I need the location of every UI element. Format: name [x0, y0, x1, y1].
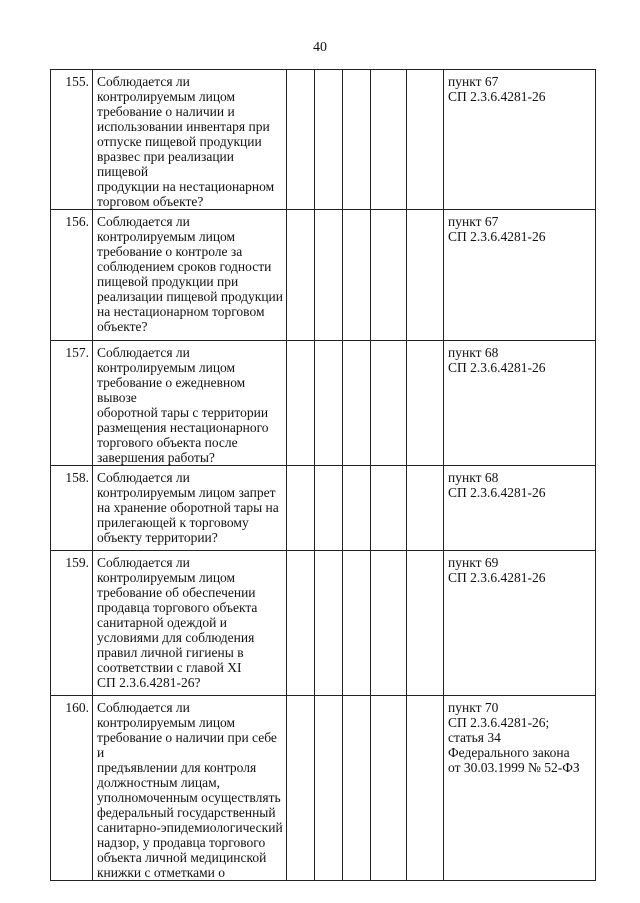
table-row [51, 551, 596, 696]
legal-basis-text: пункт 70 СП 2.3.6.4281-26; статья 34 Федерального закона от 30.03.1999 № 52-ФЗ [444, 696, 596, 881]
row-number: 158. [51, 466, 93, 551]
question-text: Соблюдается ли контролируемым лицом запрет на хранение оборотной тары на прилегающей к торговому объекту территории? [93, 466, 287, 551]
answer-cell-no [315, 70, 343, 210]
question-text: Соблюдается ли контролируемым лицом требование о наличии при себе и предъявлении для контроля должностным лицам, уполномоченным осуществлять федеральный государственный санитарно-эпидемиологический надзор, у продавца торгового объекта личной медицинской книжки с отметками о [93, 696, 287, 881]
reserved-cell [407, 466, 444, 551]
answer-cell-no [315, 466, 343, 551]
page-number: 40 [313, 40, 327, 55]
answer-cell-no [315, 341, 343, 466]
table-row [51, 696, 596, 881]
reserved-cell [371, 210, 407, 341]
reserved-cell [371, 341, 407, 466]
answer-cell-yes [287, 210, 315, 341]
answer-cell-yes [287, 341, 315, 466]
row-number: 156. [51, 210, 93, 341]
row-number: 157. [51, 341, 93, 466]
answer-cell-yes [287, 466, 315, 551]
table-row [51, 70, 596, 210]
question-text: Соблюдается ли контролируемым лицом требование о контроле за соблюдением сроков годности пищевой продукции при реализации пищевой продукции на нестационарном торговом объекте? [93, 210, 287, 341]
reserved-cell [407, 341, 444, 466]
answer-cell-na [343, 696, 371, 881]
answer-cell-na [343, 70, 371, 210]
legal-basis-text: пункт 68 СП 2.3.6.4281-26 [444, 466, 596, 551]
question-text: Соблюдается ли контролируемым лицом требование о наличии и использовании инвентаря при отпуске пищевой продукции вразвес при реализации пищевой продукции на нестационарном торговом объекте? [93, 70, 287, 210]
reserved-cell [407, 551, 444, 696]
answer-cell-na [343, 551, 371, 696]
answer-cell-yes [287, 696, 315, 881]
row-number: 159. [51, 551, 93, 696]
answer-cell-na [343, 341, 371, 466]
reserved-cell [407, 70, 444, 210]
answer-cell-yes [287, 70, 315, 210]
question-text: Соблюдается ли контролируемым лицом требование об обеспечении продавца торгового объекта санитарной одеждой и условиями для соблюдения правил личной гигиены в соответствии с главой XI СП 2.3.6.4281-26? [93, 551, 287, 696]
reserved-cell [371, 551, 407, 696]
answer-cell-na [343, 466, 371, 551]
answer-cell-no [315, 696, 343, 881]
answer-cell-no [315, 551, 343, 696]
reserved-cell [407, 696, 444, 881]
reserved-cell [371, 466, 407, 551]
row-number: 155. [51, 70, 93, 210]
answer-cell-no [315, 210, 343, 341]
table-row [51, 210, 596, 341]
table-row [51, 341, 596, 466]
legal-basis-text: пункт 68 СП 2.3.6.4281-26 [444, 341, 596, 466]
reserved-cell [371, 696, 407, 881]
legal-basis-text: пункт 67 СП 2.3.6.4281-26 [444, 70, 596, 210]
reserved-cell [371, 70, 407, 210]
row-number: 160. [51, 696, 93, 881]
reserved-cell [407, 210, 444, 341]
checklist-table [50, 69, 596, 881]
legal-basis-text: пункт 69 СП 2.3.6.4281-26 [444, 551, 596, 696]
question-text: Соблюдается ли контролируемым лицом требование о ежедневном вывозе оборотной тары с территории размещения нестационарного торгового объекта после завершения работы? [93, 341, 287, 466]
table-row [51, 466, 596, 551]
answer-cell-na [343, 210, 371, 341]
legal-basis-text: пункт 67 СП 2.3.6.4281-26 [444, 210, 596, 341]
answer-cell-yes [287, 551, 315, 696]
